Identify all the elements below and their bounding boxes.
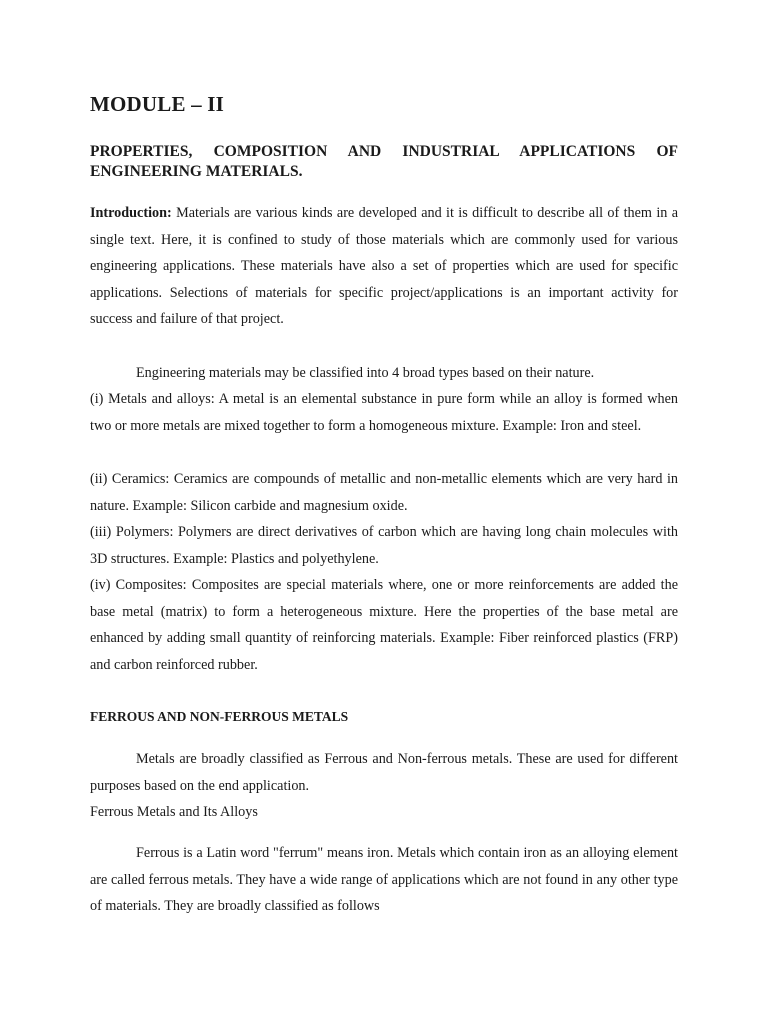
material-type-composites: (iv) Composites: Composites are special materials where, one or more reinforcements are added the base metal (matrix) to form a heterogeneous mixture. Here the properties of the base metal are enhanced by adding small quantity of reinforcing materials. Example: Fiber reinforced plastics (FRP) and carbon reinforced rubber.	[90, 577, 678, 673]
ferrous-section-heading: FERROUS AND NON-FERROUS METALS	[90, 709, 349, 724]
material-type-ceramics: (ii) Ceramics: Ceramics are compounds of metallic and non-metallic elements which are very hard in nature. Example: Silicon carbide and magnesium oxide.	[90, 471, 678, 514]
introduction-text: Materials are various kinds are developed and it is difficult to describe all of them in a single text. Here, it is confined to study of those materials which are commonly used for various engineering applications. These materials have also a set of properties which are used for specific applications. Selections of materials for specific project/applications is an important activity for success and failure of that project.	[90, 205, 678, 328]
material-type-polymers: (iii) Polymers: Polymers are direct derivatives of carbon which are having long chain molecules with 3D structures. Example: Plastics and polyethylene.	[90, 524, 678, 567]
ferrous-subheading: Ferrous Metals and Its Alloys	[90, 804, 258, 820]
classification-intro: Engineering materials may be classified into 4 broad types based on their nature.	[136, 365, 595, 381]
main-heading: PROPERTIES, COMPOSITION AND INDUSTRIAL APPLICATIONS OF ENGINEERING MATERIALS.	[90, 143, 678, 180]
module-title: MODULE – II	[90, 92, 225, 116]
introduction-label: Introduction:	[90, 205, 172, 221]
ferrous-section-intro: Metals are broadly classified as Ferrous and Non-ferrous metals. These are used for different purposes based on the end application.	[90, 751, 678, 794]
ferrous-paragraph: Ferrous is a Latin word "ferrum" means iron. Metals which contain iron as an alloying element are called ferrous metals. They have a wide range of applications which are not found in any other type of materials. They are broadly classified as follows	[90, 845, 678, 915]
material-type-metals: (i) Metals and alloys: A metal is an elemental substance in pure form while an alloy is formed when two or more metals are mixed together to form a homogeneous mixture. Example: Iron and steel.	[90, 391, 678, 434]
introduction-paragraph	[90, 200, 678, 333]
